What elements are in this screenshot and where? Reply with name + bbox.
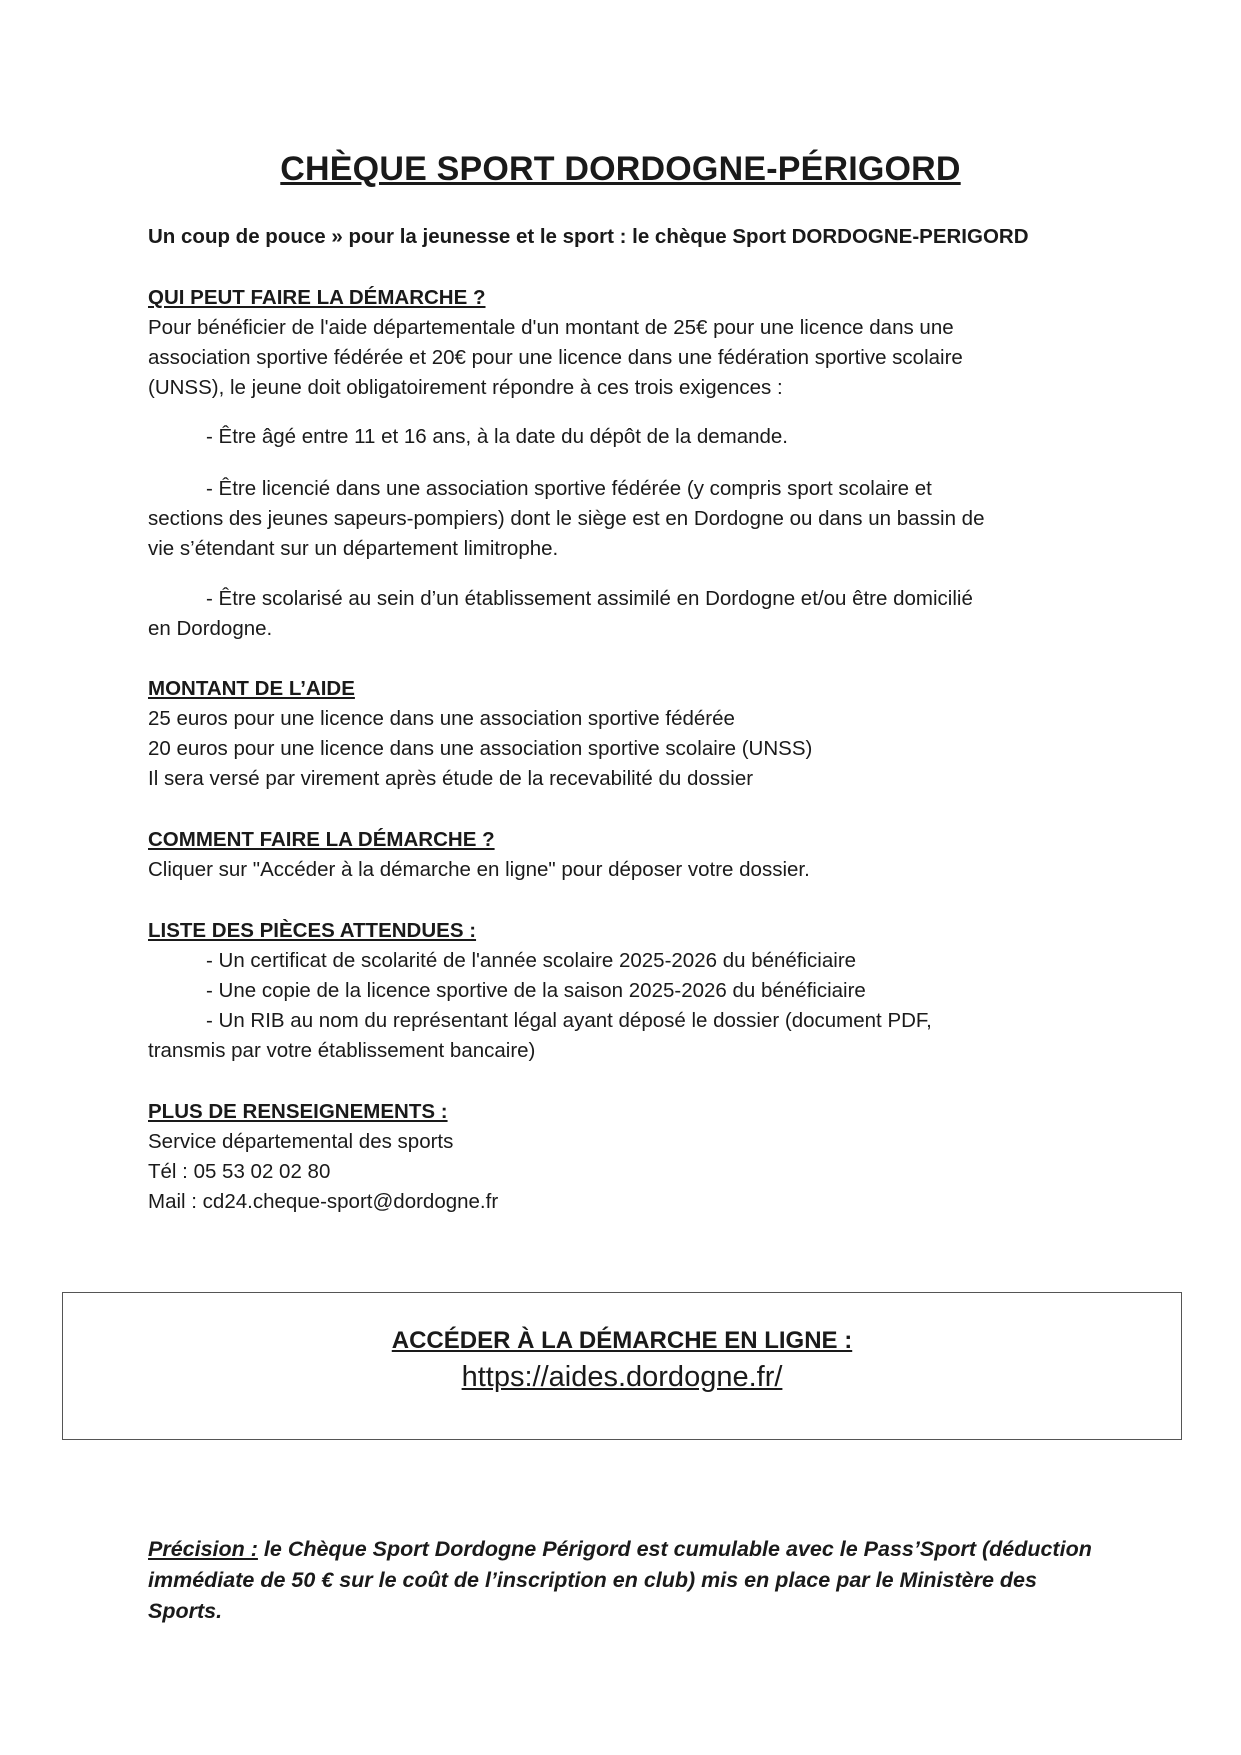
who-intro-line: Pour bénéficier de l'aide départementale d'un montant de 25€ pour une licence dans une	[148, 316, 954, 339]
precision-note	[148, 1534, 1108, 1627]
criterion-school: - Être scolarisé au sein d’un établissement assimilé en Dordogne et/ou être domicilié	[206, 587, 973, 610]
info-mail[interactable]: Mail : cd24.cheque-sport@dordogne.fr	[148, 1190, 499, 1213]
document-item-cont: transmis par votre établissement bancaire)	[148, 1039, 536, 1062]
document-item: - Une copie de la licence sportive de la saison 2025-2026 du bénéficiaire	[206, 979, 866, 1002]
who-intro-line: (UNSS), le jeune doit obligatoirement répondre à ces trois exigences :	[148, 376, 783, 399]
criterion-license-cont: vie s’étendant sur un département limitrophe.	[148, 537, 559, 560]
online-access-box	[62, 1292, 1182, 1440]
criterion-license-cont: sections des jeunes sapeurs-pompiers) dont le siège est en Dordogne ou dans un bassin de	[148, 507, 985, 530]
criterion-school-cont: en Dordogne.	[148, 617, 273, 640]
how-text: Cliquer sur "Accéder à la démarche en ligne" pour déposer votre dossier.	[148, 858, 810, 881]
info-service: Service départemental des sports	[148, 1130, 454, 1153]
amount-heading: MONTANT DE L’AIDE	[148, 677, 355, 700]
amount-line: Il sera versé par virement après étude de la recevabilité du dossier	[148, 767, 754, 790]
criterion-age: - Être âgé entre 11 et 16 ans, à la date du dépôt de la demande.	[206, 425, 789, 448]
document-item: - Un RIB au nom du représentant légal ayant déposé le dossier (document PDF,	[206, 1009, 932, 1032]
document-item: - Un certificat de scolarité de l'année scolaire 2025-2026 du bénéficiaire	[206, 949, 857, 972]
amount-line: 25 euros pour une licence dans une association sportive fédérée	[148, 707, 735, 730]
info-heading: PLUS DE RENSEIGNEMENTS :	[148, 1100, 448, 1123]
info-phone: Tél : 05 53 02 02 80	[148, 1160, 331, 1183]
who-heading: QUI PEUT FAIRE LA DÉMARCHE ?	[148, 286, 486, 309]
online-access-link[interactable]: https://aides.dordogne.fr/	[461, 1361, 783, 1393]
documents-heading: LISTE DES PIÈCES ATTENDUES :	[148, 919, 477, 942]
precision-label: Précision :	[148, 1537, 258, 1561]
subtitle: Un coup de pouce » pour la jeunesse et le sport : le chèque Sport DORDOGNE-PERIGORD	[148, 225, 1029, 248]
amount-line: 20 euros pour une licence dans une association sportive scolaire (UNSS)	[148, 737, 813, 760]
criterion-license: - Être licencié dans une association sportive fédérée (y compris sport scolaire et	[206, 477, 932, 500]
precision-text: le Chèque Sport Dordogne Périgord est cumulable avec le Pass’Sport (déduction immédiate de 50 € sur le coût de l’inscription en club) mis en place par le Ministère des Sports.	[148, 1537, 1092, 1623]
page-title: CHÈQUE SPORT DORDOGNE-PÉRIGORD	[280, 150, 961, 188]
online-access-label: ACCÉDER À LA DÉMARCHE EN LIGNE :	[391, 1327, 853, 1354]
who-intro-line: association sportive fédérée et 20€ pour une licence dans une fédération sportive scolaire	[148, 346, 963, 369]
how-heading: COMMENT FAIRE LA DÉMARCHE ?	[148, 828, 495, 851]
